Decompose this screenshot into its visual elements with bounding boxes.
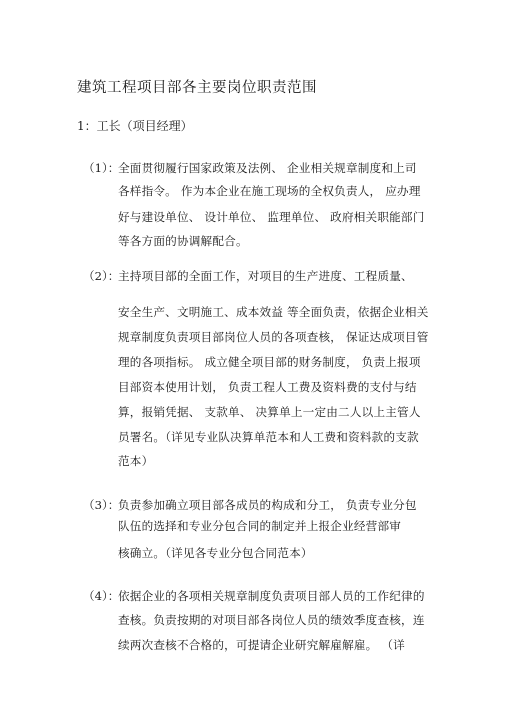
item-1-line-3: 好与建设单位、 设计单位、 监理单位、 政府相关职能部门 [118, 210, 425, 224]
item-2-line-4: 理的各项指标。 成立健全项目部的财务制度， 负责上报项 [118, 355, 421, 369]
item-2-line-1: 主持项目部的全面工作，对项目的生产进度、工程质量、 [118, 269, 413, 283]
item-2-line-8: 范本） [118, 454, 154, 468]
item-1-line-4: 等各方面的协调解配合。 [118, 234, 248, 248]
item-1-line-2: 各样指令。 作为本企业在施工现场的全权负责人， 应办理 [118, 184, 421, 198]
item-4-line-2: 查核。负责按期的对项目部各岗位人员的绩效季度查核，连 [118, 613, 425, 627]
item-2-line-5: 目部资本使用计划， 负责工程人工费及资料费的支付与结 [118, 380, 417, 394]
item-3-line-2: 队伍的选择和专业分包合同的制定并上报企业经营部审 [118, 519, 402, 533]
item-3-line-1: 负责参加确立项目部各成员的构成和分工， 负责专业分包 [118, 498, 417, 512]
item-3-number: （3）： [83, 498, 120, 512]
item-2-line-3: 规章制度负责项目部岗位人员的各项查核， 保证达成项目管 [118, 330, 429, 344]
item-4-line-1: 依据企业的各项相关规章制度负责项目部人员的工作纪律的 [118, 589, 425, 603]
item-2-number: （2）： [83, 269, 120, 283]
section-heading: 1：工长（项目经理） [77, 119, 193, 133]
item-1-number: （1）： [83, 161, 120, 175]
item-2-line-7: 员署名。（详见专业队决算单范本和人工费和资料款的支款 [118, 430, 419, 444]
item-4-line-3: 续两次查核不合格的，可提请企业研究解雇解雇。 （详 [118, 638, 405, 652]
item-2-line-2: 安全生产、文明施工、成本效益 等全面负责，依据企业相关 [118, 305, 429, 319]
item-2-line-6: 算，报销凭据、 支款单、 决算单上一定由二人以上主管人 [118, 405, 421, 419]
document-title: 建筑工程项目部各主要岗位职责范围 [77, 80, 317, 96]
item-1-line-1: 全面贯彻履行国家政策及法例、 企业相关规章制度和上司 [118, 161, 417, 175]
item-3-line-3: 核确立。（详见各专业分包合同范本） [118, 546, 313, 560]
item-4-number: （4）： [83, 589, 120, 603]
